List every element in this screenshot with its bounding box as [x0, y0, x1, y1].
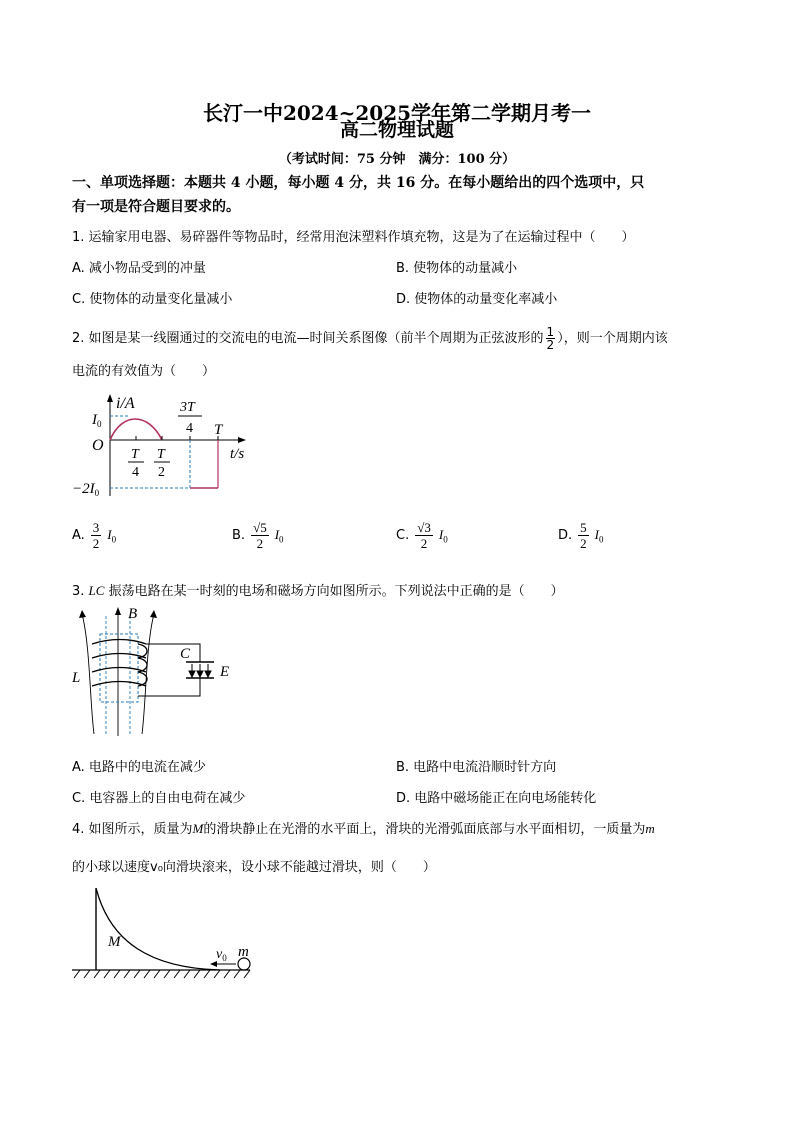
- frac-num: √3: [417, 520, 431, 535]
- frac-num: √5: [253, 520, 267, 535]
- q2-fraction: [546, 326, 556, 351]
- question-3-stem: [72, 580, 564, 599]
- dashed-guides: [110, 416, 190, 488]
- q2-option-d-var: $I_0$: [594, 526, 604, 545]
- q2-option-a-frac: [91, 520, 102, 551]
- q3-number: 3.: [72, 584, 89, 599]
- label-e: E: [220, 664, 230, 680]
- q3-option-c[interactable]: C. 电容器上的自由电荷在减少: [72, 791, 246, 806]
- q2-stem-part2: ），则一个周期内该: [557, 331, 668, 346]
- q2-stem-part1: 2. 如图是某一线圈通过的交流电的电流—时间关系图像（前半个周期为正弦波形的: [72, 331, 544, 346]
- q2-option-c-frac: [415, 520, 433, 551]
- frac-num: 5: [580, 520, 587, 535]
- neg-2i0-label: $-2I_0$: [72, 481, 100, 498]
- q3-option-d[interactable]: D. 电路中磁场能正在向电场能转化: [396, 791, 597, 806]
- q2-option-c-letter: C.: [396, 528, 410, 543]
- t2-den: 2: [158, 465, 165, 480]
- frac-den: 2: [580, 536, 587, 551]
- q3-lc-circuit-diagram: [70, 604, 240, 740]
- q1-option-a[interactable]: A. 减小物品受到的冲量: [72, 261, 206, 276]
- q3-lc: LC: [88, 583, 105, 598]
- label-M: M: [108, 934, 121, 950]
- label-c: C: [180, 646, 191, 662]
- q2-option-a[interactable]: [72, 520, 116, 551]
- q2-option-d-letter: D.: [558, 528, 573, 543]
- q4-slider-ball-diagram: [70, 882, 260, 982]
- exam-info: （考试时间：75 分钟 满分：100 分）: [278, 152, 516, 167]
- q2-option-c[interactable]: [396, 520, 448, 551]
- q2-option-b-var: $I_0$: [274, 526, 284, 545]
- question-2-stem-cont: 电流的有效值为（ ）: [72, 364, 216, 379]
- t2-num: T: [157, 447, 165, 462]
- i0-label: $I_0$: [92, 412, 102, 429]
- q4-mass-m: m: [645, 821, 655, 836]
- question-2-stem: [72, 326, 668, 351]
- ground-hatch: [74, 970, 250, 978]
- frac-num: 3: [92, 520, 100, 535]
- origin-label: O: [92, 437, 104, 454]
- q2-option-b-frac: [251, 520, 269, 551]
- q2-option-d[interactable]: [558, 520, 604, 551]
- q2-option-a-letter: A.: [72, 528, 85, 543]
- q1-option-c[interactable]: C. 使物体的动量变化量减小: [72, 292, 233, 307]
- q4-stem-a: 4. 如图所示，质量为: [72, 822, 193, 837]
- q2-current-time-graph: [70, 392, 260, 504]
- frac-den: 2: [256, 536, 264, 551]
- q2-option-b[interactable]: [232, 520, 284, 551]
- x-axis-label: t/s: [230, 446, 245, 462]
- y-axis-label: i/A: [116, 395, 135, 412]
- q3-option-b[interactable]: B. 电路中电流沿顺时针方向: [396, 760, 557, 775]
- question-1-stem: 1. 运输家用电器、易碎器件等物品时，经常用泡沫塑料作填充物，这是为了在运输过程中（ ）: [72, 230, 635, 245]
- x-axis-arrow: [238, 437, 246, 443]
- q2-frac-den: 2: [546, 338, 555, 352]
- exam-title: 长汀一中2024~2025学年第二学期月考一: [202, 101, 592, 125]
- q2-option-a-var: $I_0$: [107, 526, 117, 545]
- y-axis-arrow: [107, 394, 113, 402]
- section-heading-cont: 有一项是符合题目要求的。: [72, 199, 240, 215]
- question-4-stem: [72, 818, 655, 837]
- q2-frac-num: 1: [546, 325, 555, 339]
- question-4-stem-cont: 的小球以速度v₀向滑块滚来，设小球不能越过滑块，则（ ）: [72, 860, 436, 875]
- t-full-label: T: [214, 422, 223, 438]
- q4-mass-M: M: [192, 821, 204, 836]
- q1-option-b[interactable]: B. 使物体的动量减小: [396, 261, 518, 276]
- label-l: L: [72, 670, 81, 686]
- label-v0: $v_0$: [216, 947, 227, 963]
- t4-den: 4: [132, 465, 139, 480]
- q3-option-a[interactable]: A. 电路中的电流在减少: [72, 760, 206, 775]
- label-m: m: [238, 944, 249, 960]
- t4-num: T: [131, 447, 139, 462]
- t34-den: 4: [186, 421, 193, 436]
- frac-den: 2: [92, 536, 100, 551]
- exam-subtitle: 高二物理试题: [339, 119, 454, 141]
- electric-field-arrows: [189, 664, 211, 677]
- q2-option-b-letter: B.: [232, 528, 246, 543]
- q2-option-d-frac: [578, 520, 589, 551]
- q3-stem-rest: 振荡电路在某一时刻的电场和磁场方向如图所示。下列说法中正确的是（ ）: [104, 584, 564, 599]
- t34-num: 3T: [180, 400, 195, 415]
- label-b: B: [128, 606, 138, 622]
- q2-option-c-var: $I_0$: [438, 526, 448, 545]
- section-heading: 一、单项选择题：本题共 4 小题，每小题 4 分，共 16 分。在每小题给出的四个选项中，只: [72, 175, 645, 191]
- q4-stem-b: 的滑块静止在光滑的水平面上，滑块的光滑弧面底部与水平面相切，一质量为: [203, 822, 646, 837]
- frac-den: 2: [420, 536, 428, 551]
- slider-arc: [96, 888, 220, 970]
- q1-option-d[interactable]: D. 使物体的动量变化率减小: [396, 292, 558, 307]
